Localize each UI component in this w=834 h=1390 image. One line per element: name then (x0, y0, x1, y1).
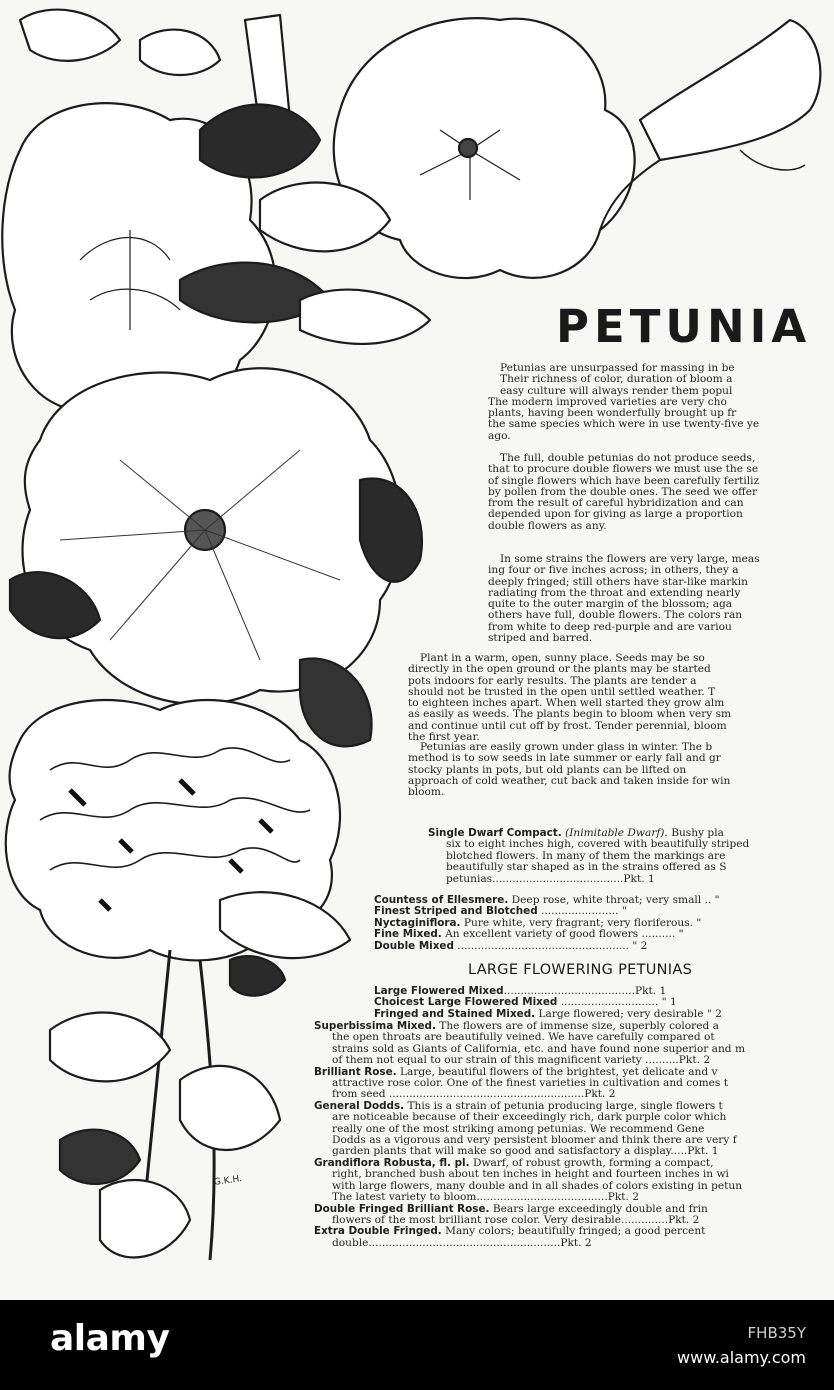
list-item: Large Flowered Mixed.......................................Pkt. 1 (374, 985, 667, 997)
intro-paragraph-3: In some strains the flowers are very large, meas ing four or five inches across; in others, they a deeply fringed; still others have star-like markin radiating from the throat and extending nearly quite to the outer margin of the blossom; aga others have full, double flowers. The colors ran from white to deep red-purple and are variou striped and barred. (488, 553, 760, 645)
list-item: Extra Double Fringed. Many colors; beautifully fringed; a good percent (314, 1225, 706, 1238)
list-item: Choicest Large Flowered Mixed ............................. " 1 (374, 996, 677, 1009)
page-title: PETUNIA (556, 300, 812, 353)
list-item: Double Fringed Brilliant Rose. Bears large exceedingly double and frin (314, 1202, 708, 1215)
list-item: Brilliant Rose. Large, beautiful flowers of the brightest, yet delicate and v (314, 1065, 718, 1078)
list-item: Superbissima Mixed. The flowers are of immense size, superbly colored a (314, 1020, 719, 1032)
footer-url: www.alamy.com (677, 1348, 806, 1367)
large-items-list (374, 986, 722, 1020)
item-single-dwarf-compact: Single Dwarf Compact. (Inimitable Dwarf). Bushy pla six to eight inches high, covered with beautifully striped blotched flowers. In many of them the markings are beautifully star shaped as in the strains offered as S petunias.......................................Pkt. 1 (428, 827, 750, 885)
intro-paragraph-4: Plant in a warm, open, sunny place. Seeds may be so directly in the open ground or the plants may be started pots indoors for early results. The plants are tender a should not be trusted in the open until settled weather. T to eighteen inches apart. When well started they grow alm as easily as weeds. The plants begin to bloom when very sm and continue until cut off by frost. Tender perennial, bloom the first year. (408, 652, 732, 744)
list-item: Double Mixed ................................................... " 2 (374, 939, 648, 952)
intro-paragraph-5: Petunias are easily grown under glass in winter. The b method is to sow seeds in late summer or early fall and gr stocky plants in pots, but old plants can be lifted on approach of cold weather, cut back and taken inside for win bloom. (408, 741, 731, 799)
intro-paragraph-2: The full, double petunias do not produce seeds, that to procure double flowers we must use the se of single flowers which have been carefully fertiliz by pollen from the double ones. The seed we offer from the result of careful hybridization and can depended upon for giving as large a proportion double flowers as any. (488, 452, 760, 532)
list-item: Finest Striped and Blotched ....................... " (374, 905, 627, 918)
list-item: Fringed and Stained Mixed. Large flowered; very desirable " 2 (374, 1007, 722, 1020)
image-id: FHB35Y (747, 1324, 806, 1342)
short-items-list (374, 895, 720, 952)
list-item: Countess of Ellesmere. Deep rose, white throat; very small .. " (374, 894, 720, 906)
list-item: General Dodds. This is a strain of petunia producing large, single flowers t (314, 1099, 723, 1112)
list-item: Nyctaginiflora. Pure white, very fragrant; very floriferous. " (374, 916, 702, 929)
long-items-list: Superbissima Mixed. The flowers are of immense size, superbly colored a the open throats are beautifully veined. We have carefully compared ot strains sold as Giants of California, etc. and have found none superior and m of them not equal to our strain of this magnificent variety ..........Pkt. 2 Brilliant Rose. Large, beautiful flowers of the brightest, yet delicate and v attractive rose color. One of the finest varieties in cultivation and comes t from seed ..........................................................Pkt. 2 General Dodds. This is a strain of petunia producing large, single flowers t are noticeable because of their exceedingly rich, dark purple color which really one of the most striking among petunias. We recommend Gene Dodds as a vigorous and very persistent bloomer and think there are very f garden plants that will make so good and satisfactory a display.....Pkt. 1 Grandiflora Robusta, fl. pl. Dwarf, of robust growth, forming a compact, right, branched bush about ten inches in height and fourteen inches in wi with large flowers, many double and in all shades of colors existing in petun The latest variety to bloom.......................................Pkt. 2 Double Fringed Brilliant Rose. Bears large exceedingly double and frin flowers of the most brilliant rose color. Very desirable..............Pkt. 2 Extra Double Fringed. Many colors; beautifully fringed; a good percent double.........................................................Pkt. 2 (314, 1020, 746, 1249)
artist-signature: G.K.H. (213, 1174, 243, 1188)
list-item: Fine Mixed. An excellent variety of good flowers .......... " (374, 928, 684, 941)
section-heading: LARGE FLOWERING PETUNIAS (468, 962, 693, 978)
alamy-logo: alamy (50, 1318, 170, 1359)
intro-paragraph-1: Petunias are unsurpassed for massing in be Their richness of color, duration of bloom a easy culture will always render them popul The modern improved varieties are very cho plants, having been wonderfully brought up fr the same species which were in use twenty-five ye ago. (488, 362, 760, 442)
list-item: Grandiflora Robusta, fl. pl. Dwarf, of robust growth, forming a compact, (314, 1156, 714, 1169)
